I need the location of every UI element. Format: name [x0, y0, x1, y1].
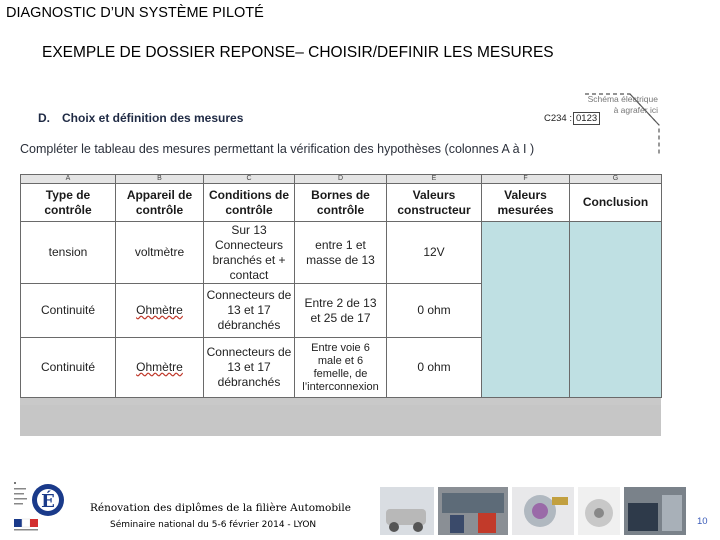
cell-line: débranchés: [217, 318, 281, 332]
cell-bornes: [295, 338, 387, 398]
footer-subtitle: Séminaire national du 5-6 février 2014 - LYON: [110, 520, 317, 530]
answer-sheet-image: [20, 92, 661, 436]
header-line: Conclusion: [582, 195, 649, 209]
measures-table-area: [20, 174, 661, 436]
header-line: Type de: [45, 187, 91, 202]
cell-conditions: [204, 284, 295, 338]
automotive-photos-strip: [380, 487, 686, 535]
column-letter: G: [570, 175, 662, 184]
ministry-logo-icon: [10, 476, 70, 536]
slide-title: DIAGNOSTIC D’UN SYSTÈME PILOTÉ: [6, 5, 264, 21]
cell-line: 13 et 17: [227, 303, 271, 317]
dogear-line-1: Schéma électrique: [587, 94, 658, 104]
cell-line: l’interconnexion: [302, 380, 379, 393]
cell-bornes: [295, 284, 387, 338]
cell-line: et 25 de 17: [310, 310, 371, 325]
section-title: Choix et définition des mesures: [62, 111, 244, 125]
header-conclusion: [570, 184, 662, 222]
cell-valeurs: 0 ohm: [387, 284, 482, 338]
cell-line: contact: [229, 267, 269, 282]
slide-subtitle: EXEMPLE DE DOSSIER REPONSE– CHOISIR/DEFINIR LES MESURES: [42, 44, 554, 61]
header-line: mesurées: [497, 202, 554, 217]
cell-valeurs: 0 ohm: [387, 338, 482, 398]
cell-type: Continuité: [21, 284, 116, 338]
header-line: Conditions de: [209, 187, 289, 202]
header-appareil: [116, 184, 204, 222]
footer-title: Rénovation des diplômes de la filière Automobile: [90, 502, 351, 514]
header-line: Bornes de: [311, 187, 370, 202]
header-row: [21, 184, 662, 222]
header-line: contrôle: [225, 202, 273, 217]
cell-line: Entre 2 de 13: [304, 295, 377, 310]
column-letter: C: [204, 175, 295, 184]
column-letter: D: [295, 175, 387, 184]
section-heading: [38, 111, 243, 125]
header-valeurs-mesurees: [482, 184, 570, 222]
cell-line: 13 et 17: [227, 360, 271, 374]
reference-prefix: C234 :: [544, 113, 572, 124]
cell-line: Connecteurs de: [206, 288, 292, 302]
measures-table: [20, 174, 662, 398]
instruction-text: Compléter le tableau des mesures permettant la vérification des hypothèses (colonnes A à I ): [20, 142, 535, 156]
header-line: Valeurs: [504, 187, 547, 202]
cell-appareil: voltmètre: [116, 222, 204, 284]
header-valeurs-constructeur: [387, 184, 482, 222]
cell-line: Entre voie 6: [311, 341, 370, 354]
cell-line: Connecteurs: [214, 237, 284, 252]
reference-code: 0123: [573, 112, 600, 125]
header-conditions: [204, 184, 295, 222]
column-letter: F: [482, 175, 570, 184]
cell-type: tension: [21, 222, 116, 284]
dogear-line-2: à agrafer ici: [613, 105, 658, 115]
cell-appareil: Ohmètre: [116, 284, 204, 338]
column-letters-row: [21, 175, 662, 184]
answer-box-conclusion[interactable]: [570, 222, 662, 398]
column-letter: E: [387, 175, 482, 184]
header-line: Valeurs: [412, 187, 456, 202]
cell-line: Sur 13: [231, 222, 267, 237]
header-type-controle: [21, 184, 116, 222]
header-line: contrôle: [44, 202, 92, 217]
column-letter: A: [21, 175, 116, 184]
answer-box-mesurees[interactable]: [482, 222, 570, 398]
table-row: [21, 222, 662, 284]
cell-line: male et 6: [317, 354, 364, 367]
cell-line: débranchés: [217, 375, 281, 389]
svg-text:É: É: [41, 491, 55, 512]
header-line: contrôle: [135, 202, 184, 217]
section-letter: D.: [38, 111, 50, 125]
page-number: 10: [697, 516, 708, 527]
header-bornes: [295, 184, 387, 222]
header-line: Appareil de: [126, 187, 193, 202]
column-letter: B: [116, 175, 204, 184]
cell-conditions: [204, 222, 295, 284]
cell-line: branchés et +: [212, 252, 286, 267]
cell-appareil: Ohmètre: [116, 338, 204, 398]
header-line: constructeur: [397, 202, 471, 217]
cell-line: Connecteurs de: [206, 345, 292, 359]
cell-line: femelle, de: [313, 367, 368, 380]
cell-conditions: [204, 338, 295, 398]
header-line: contrôle: [316, 202, 365, 217]
cell-line: entre 1 et: [315, 237, 366, 252]
cell-bornes: [295, 222, 387, 284]
cell-line: masse de 13: [306, 252, 375, 267]
grey-shaded-area: [20, 405, 661, 436]
cell-type: Continuité: [21, 338, 116, 398]
cell-valeurs: 12V: [387, 222, 482, 284]
